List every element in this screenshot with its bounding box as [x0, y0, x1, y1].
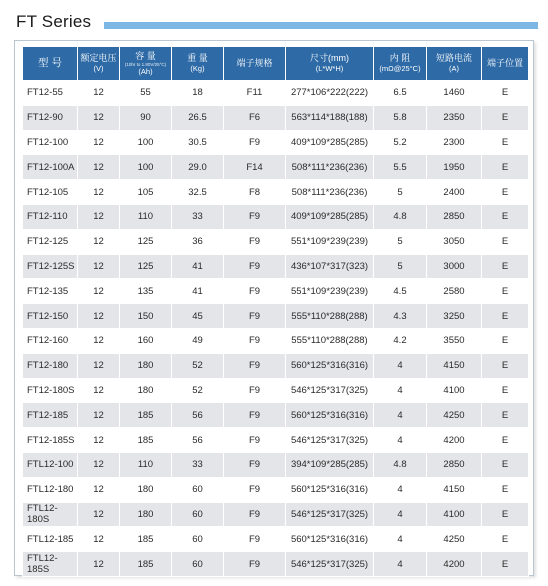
cell-terminal-pos: E: [482, 155, 529, 180]
table-row: [23, 328, 529, 353]
cell-capacity: 125: [120, 229, 172, 254]
col-short-current-header: [427, 47, 482, 81]
cell-model: FTL12-185S: [23, 552, 78, 577]
table-row: [23, 130, 529, 155]
cell-size: 546*125*317(325): [286, 378, 374, 403]
cell-weight: 41: [172, 254, 224, 279]
cell-model: FT12-180S: [23, 378, 78, 403]
cell-weight: 60: [172, 502, 224, 527]
cell-weight: 41: [172, 279, 224, 304]
cell-terminal: F9: [224, 378, 286, 403]
cell-terminal: F9: [224, 130, 286, 155]
cell-voltage: 12: [78, 328, 120, 353]
cell-resistance: 4: [374, 502, 427, 527]
cell-size: 546*125*317(325): [286, 428, 374, 453]
cell-terminal: F9: [224, 477, 286, 502]
cell-model: FT12-55: [23, 81, 78, 106]
cell-weight: 18: [172, 81, 224, 106]
table-row: [23, 304, 529, 329]
cell-resistance: 4: [374, 552, 427, 577]
cell-size: 551*109*239(239): [286, 229, 374, 254]
cell-terminal: F11: [224, 81, 286, 106]
cell-size: 560*125*316(316): [286, 527, 374, 552]
cell-short-current: 4250: [427, 403, 482, 428]
col-weight-unit: (Kg): [190, 64, 205, 73]
cell-resistance: 5: [374, 180, 427, 205]
cell-voltage: 12: [78, 204, 120, 229]
col-model-label: 型 号: [38, 57, 62, 69]
col-size-label: 尺寸(mm): [310, 53, 349, 63]
cell-size: 560*125*316(316): [286, 477, 374, 502]
cell-size: 508*111*236(236): [286, 180, 374, 205]
cell-short-current: 1950: [427, 155, 482, 180]
cell-capacity: 125: [120, 254, 172, 279]
cell-short-current: 4200: [427, 552, 482, 577]
cell-terminal-pos: E: [482, 552, 529, 577]
col-short-current-label: 短路电流: [435, 53, 472, 63]
cell-size: 555*110*288(288): [286, 304, 374, 329]
table-row: [23, 105, 529, 130]
cell-terminal: F9: [224, 552, 286, 577]
cell-voltage: 12: [78, 378, 120, 403]
cell-weight: 60: [172, 477, 224, 502]
cell-terminal-pos: E: [482, 204, 529, 229]
cell-model: FT12-185S: [23, 428, 78, 453]
col-resistance-unit: (mΩ@25°C): [379, 64, 421, 73]
cell-weight: 32.5: [172, 180, 224, 205]
col-terminal-pos-header: [482, 47, 529, 81]
cell-model: FTL12-180: [23, 477, 78, 502]
table-row: [23, 180, 529, 205]
cell-model: FT12-125S: [23, 254, 78, 279]
cell-size: 546*125*317(325): [286, 552, 374, 577]
cell-short-current: 4150: [427, 477, 482, 502]
cell-resistance: 4.8: [374, 452, 427, 477]
cell-capacity: 180: [120, 477, 172, 502]
cell-resistance: 4.2: [374, 328, 427, 353]
cell-short-current: 4100: [427, 502, 482, 527]
title-accent-bar: [104, 22, 538, 29]
cell-terminal: F9: [224, 328, 286, 353]
cell-short-current: 4100: [427, 378, 482, 403]
cell-terminal-pos: E: [482, 403, 529, 428]
cell-short-current: 3250: [427, 304, 482, 329]
cell-model: FTL12-185: [23, 527, 78, 552]
col-size-header: [286, 47, 374, 81]
table-header-row: [23, 47, 529, 81]
cell-short-current: 2350: [427, 105, 482, 130]
table-body: [23, 81, 529, 577]
cell-size: 409*109*285(285): [286, 204, 374, 229]
cell-short-current: 3050: [427, 229, 482, 254]
cell-capacity: 100: [120, 155, 172, 180]
cell-terminal-pos: E: [482, 105, 529, 130]
col-voltage-unit: (V): [93, 64, 104, 73]
cell-weight: 33: [172, 452, 224, 477]
cell-model: FT12-125: [23, 229, 78, 254]
cell-terminal: F9: [224, 204, 286, 229]
cell-weight: 52: [172, 378, 224, 403]
cell-capacity: 100: [120, 130, 172, 155]
col-capacity-header: [120, 47, 172, 81]
cell-model: FT12-100A: [23, 155, 78, 180]
cell-weight: 49: [172, 328, 224, 353]
table-row: [23, 403, 529, 428]
cell-terminal: F9: [224, 304, 286, 329]
table-row: [23, 502, 529, 527]
cell-short-current: 4200: [427, 428, 482, 453]
cell-voltage: 12: [78, 428, 120, 453]
cell-voltage: 12: [78, 452, 120, 477]
cell-terminal-pos: E: [482, 130, 529, 155]
cell-voltage: 12: [78, 552, 120, 577]
cell-terminal-pos: E: [482, 81, 529, 106]
col-voltage-label: 额定电压: [80, 53, 117, 63]
col-terminal-label: 端子规格: [236, 58, 273, 68]
cell-size: 394*109*285(285): [286, 452, 374, 477]
cell-capacity: 185: [120, 527, 172, 552]
cell-capacity: 180: [120, 378, 172, 403]
col-weight-label: 重 量: [187, 53, 208, 63]
cell-capacity: 185: [120, 428, 172, 453]
cell-terminal-pos: E: [482, 527, 529, 552]
cell-size: 409*109*285(285): [286, 130, 374, 155]
cell-resistance: 4: [374, 353, 427, 378]
cell-weight: 30.5: [172, 130, 224, 155]
cell-size: 508*111*236(236): [286, 155, 374, 180]
table-row: [23, 81, 529, 106]
cell-voltage: 12: [78, 155, 120, 180]
table-row: [23, 428, 529, 453]
cell-voltage: 12: [78, 130, 120, 155]
table-row: [23, 204, 529, 229]
cell-voltage: 12: [78, 403, 120, 428]
cell-terminal-pos: E: [482, 428, 529, 453]
cell-terminal-pos: E: [482, 279, 529, 304]
cell-voltage: 12: [78, 527, 120, 552]
cell-voltage: 12: [78, 254, 120, 279]
cell-resistance: 4: [374, 403, 427, 428]
table-row: [23, 279, 529, 304]
cell-terminal-pos: E: [482, 304, 529, 329]
cell-model: FT12-110: [23, 204, 78, 229]
cell-resistance: 5: [374, 254, 427, 279]
cell-weight: 33: [172, 204, 224, 229]
cell-terminal: F8: [224, 180, 286, 205]
cell-terminal: F6: [224, 105, 286, 130]
table-row: [23, 552, 529, 577]
cell-short-current: 2850: [427, 204, 482, 229]
cell-weight: 56: [172, 428, 224, 453]
col-voltage-header: [78, 47, 120, 81]
cell-size: 277*106*222(222): [286, 81, 374, 106]
cell-model: FT12-135: [23, 279, 78, 304]
cell-short-current: 2300: [427, 130, 482, 155]
cell-capacity: 150: [120, 304, 172, 329]
cell-weight: 45: [172, 304, 224, 329]
cell-resistance: 4: [374, 428, 427, 453]
cell-short-current: 4150: [427, 353, 482, 378]
cell-capacity: 185: [120, 552, 172, 577]
col-terminal-header: [224, 47, 286, 81]
cell-size: 551*109*239(239): [286, 279, 374, 304]
cell-short-current: 1460: [427, 81, 482, 106]
cell-voltage: 12: [78, 502, 120, 527]
cell-size: 546*125*317(325): [286, 502, 374, 527]
table-row: [23, 452, 529, 477]
col-weight-header: [172, 47, 224, 81]
cell-voltage: 12: [78, 304, 120, 329]
col-short-current-unit: (A): [449, 64, 459, 73]
table-row: [23, 477, 529, 502]
cell-short-current: 3550: [427, 328, 482, 353]
table-row: [23, 229, 529, 254]
cell-weight: 56: [172, 403, 224, 428]
cell-capacity: 55: [120, 81, 172, 106]
cell-model: FT12-100: [23, 130, 78, 155]
cell-voltage: 12: [78, 105, 120, 130]
cell-short-current: 3000: [427, 254, 482, 279]
cell-terminal-pos: E: [482, 180, 529, 205]
cell-terminal: F9: [224, 428, 286, 453]
cell-weight: 26.5: [172, 105, 224, 130]
cell-size: 436*107*317(323): [286, 254, 374, 279]
cell-voltage: 12: [78, 229, 120, 254]
cell-voltage: 12: [78, 81, 120, 106]
cell-resistance: 4: [374, 378, 427, 403]
spec-table: [22, 46, 529, 577]
cell-size: 555*110*288(288): [286, 328, 374, 353]
cell-model: FT12-180: [23, 353, 78, 378]
cell-model: FT12-150: [23, 304, 78, 329]
cell-resistance: 5.8: [374, 105, 427, 130]
cell-weight: 52: [172, 353, 224, 378]
col-size-unit: (L*W*H): [315, 64, 344, 73]
cell-size: 560*125*316(316): [286, 353, 374, 378]
cell-resistance: 5: [374, 229, 427, 254]
cell-short-current: 2400: [427, 180, 482, 205]
cell-model: FT12-90: [23, 105, 78, 130]
cell-voltage: 12: [78, 279, 120, 304]
cell-resistance: 4: [374, 527, 427, 552]
cell-capacity: 110: [120, 204, 172, 229]
cell-weight: 29.0: [172, 155, 224, 180]
cell-model: FT12-185: [23, 403, 78, 428]
table-row: [23, 254, 529, 279]
cell-terminal: F9: [224, 452, 286, 477]
col-resistance-label: 内 阻: [389, 53, 411, 63]
table-row: [23, 155, 529, 180]
cell-resistance: 6.5: [374, 81, 427, 106]
cell-model: FTL12-100: [23, 452, 78, 477]
cell-terminal: F9: [224, 353, 286, 378]
cell-voltage: 12: [78, 477, 120, 502]
cell-voltage: 12: [78, 353, 120, 378]
col-resistance-header: [374, 47, 427, 81]
cell-terminal: F9: [224, 527, 286, 552]
col-capacity-note: (10hr to 1.80V/25°C): [124, 61, 167, 67]
cell-terminal: F9: [224, 254, 286, 279]
cell-resistance: 4: [374, 477, 427, 502]
cell-weight: 60: [172, 552, 224, 577]
cell-resistance: 4.8: [374, 204, 427, 229]
cell-capacity: 180: [120, 502, 172, 527]
cell-terminal-pos: E: [482, 353, 529, 378]
cell-resistance: 5.2: [374, 130, 427, 155]
cell-terminal: F14: [224, 155, 286, 180]
col-capacity-unit: (Ah): [138, 66, 153, 76]
col-capacity-label: 容 量: [135, 50, 156, 61]
cell-model: FT12-160: [23, 328, 78, 353]
cell-terminal-pos: E: [482, 452, 529, 477]
cell-terminal-pos: E: [482, 477, 529, 502]
cell-terminal-pos: E: [482, 378, 529, 403]
cell-resistance: 5.5: [374, 155, 427, 180]
table-row: [23, 378, 529, 403]
cell-capacity: 160: [120, 328, 172, 353]
cell-short-current: 2580: [427, 279, 482, 304]
series-header: [14, 10, 534, 36]
cell-capacity: 110: [120, 452, 172, 477]
cell-weight: 60: [172, 527, 224, 552]
cell-capacity: 105: [120, 180, 172, 205]
cell-voltage: 12: [78, 180, 120, 205]
cell-short-current: 4250: [427, 527, 482, 552]
cell-model: FT12-105: [23, 180, 78, 205]
cell-capacity: 185: [120, 403, 172, 428]
table-row: [23, 353, 529, 378]
cell-short-current: 2850: [427, 452, 482, 477]
col-model-header: [23, 47, 78, 81]
cell-weight: 36: [172, 229, 224, 254]
cell-capacity: 90: [120, 105, 172, 130]
page-title: FT Series: [16, 12, 92, 31]
cell-resistance: 4.3: [374, 304, 427, 329]
cell-terminal: F9: [224, 403, 286, 428]
cell-size: 563*114*188(188): [286, 105, 374, 130]
cell-terminal-pos: E: [482, 328, 529, 353]
cell-terminal-pos: E: [482, 229, 529, 254]
cell-size: 560*125*316(316): [286, 403, 374, 428]
cell-terminal-pos: E: [482, 502, 529, 527]
cell-model: FTL12-180S: [23, 502, 78, 527]
cell-terminal: F9: [224, 229, 286, 254]
cell-terminal: F9: [224, 502, 286, 527]
cell-capacity: 180: [120, 353, 172, 378]
cell-terminal-pos: E: [482, 254, 529, 279]
cell-resistance: 4.5: [374, 279, 427, 304]
cell-terminal: F9: [224, 279, 286, 304]
table-row: [23, 527, 529, 552]
col-terminal-pos-label: 端子位置: [486, 58, 523, 68]
cell-capacity: 135: [120, 279, 172, 304]
